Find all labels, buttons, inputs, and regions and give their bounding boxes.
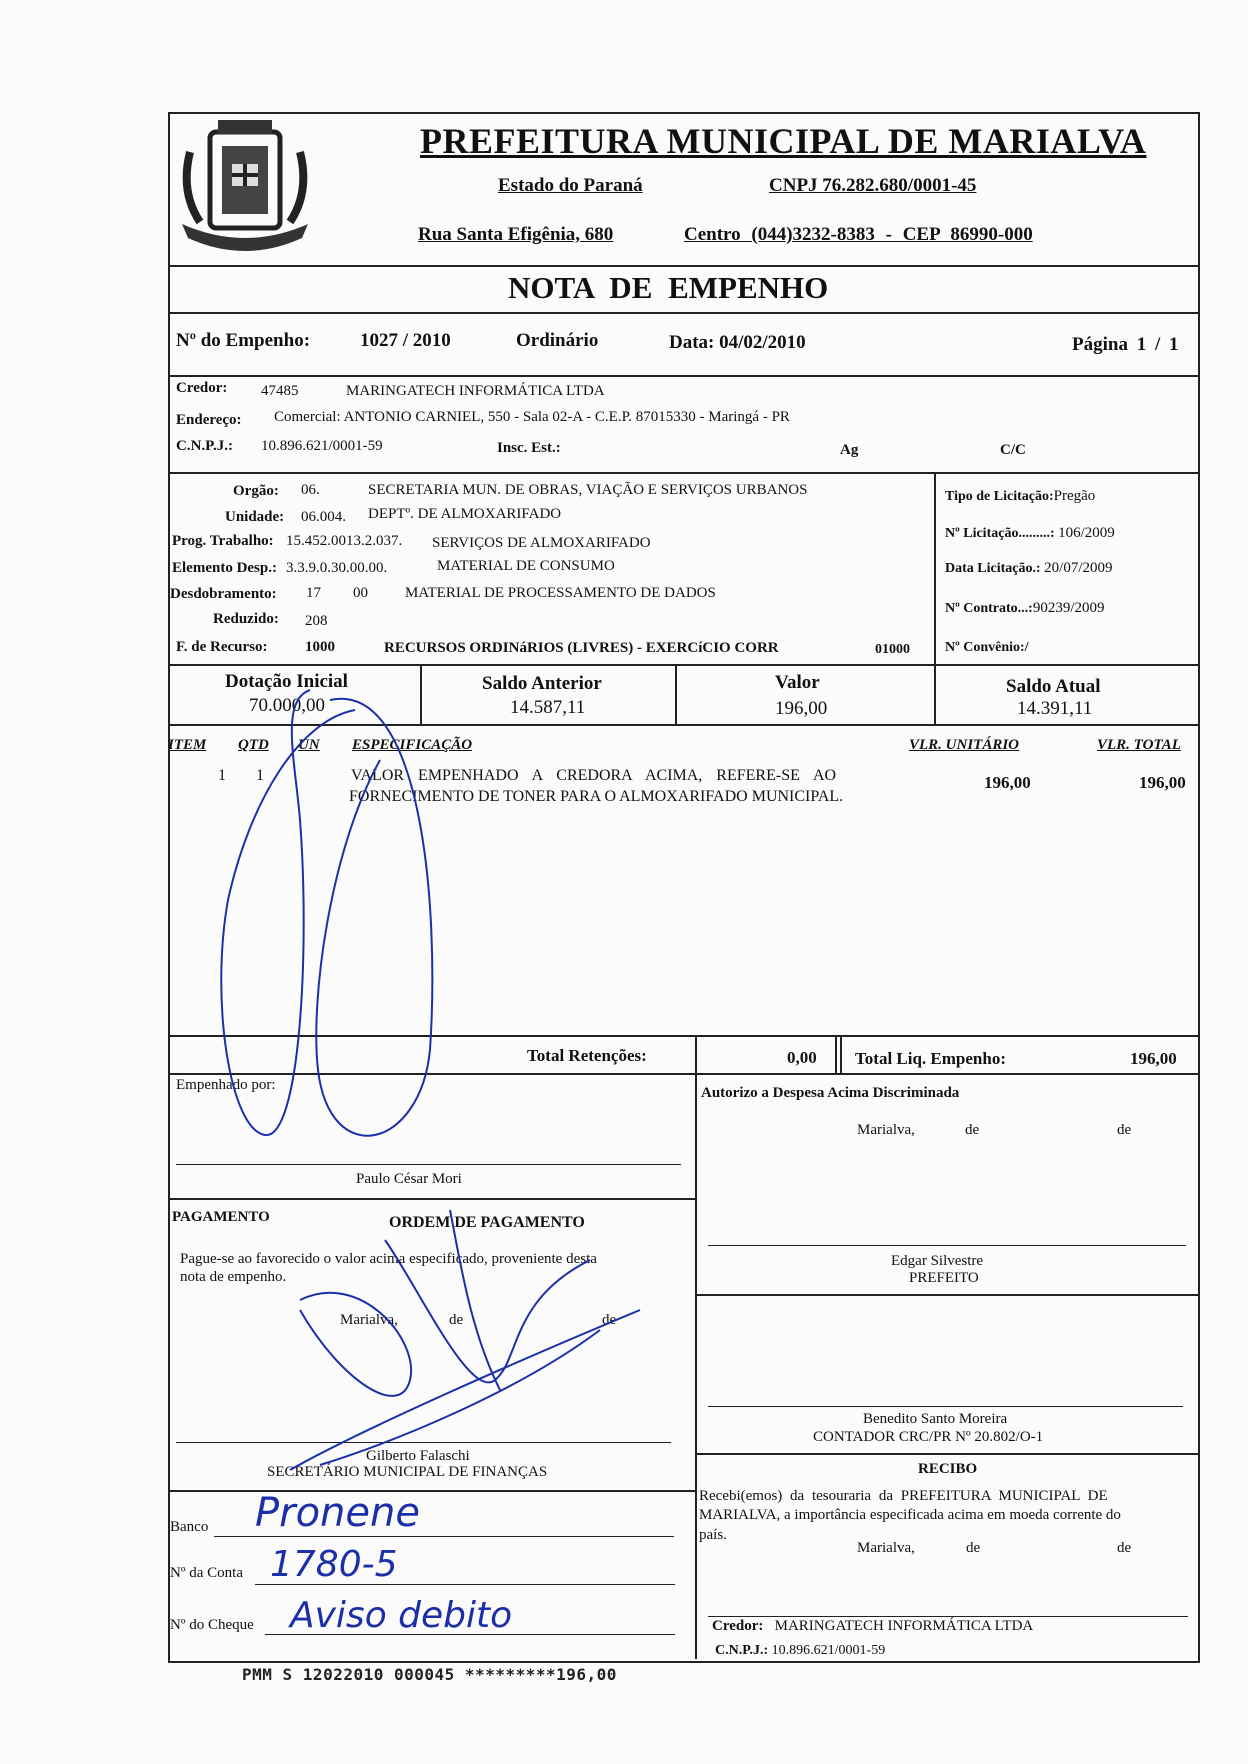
credor-cnpj-label: C.N.P.J.: bbox=[176, 438, 233, 454]
prog-label: Prog. Trabalho: bbox=[172, 533, 274, 549]
item-unit-price: 196,00 bbox=[984, 773, 1031, 792]
tipo-licitacao-label: Tipo de Licitação:Pregão bbox=[945, 488, 1096, 504]
item-description-line1: VALOR EMPENHADO A CREDORA ACIMA, REFERE-SE AO bbox=[351, 767, 837, 784]
col-qtd: QTD bbox=[238, 737, 269, 753]
header-contact: Centro (044)3232-8383 - CEP 86990-000 bbox=[684, 224, 1033, 245]
pagamento-de1: de bbox=[449, 1312, 464, 1328]
orgao-label: Orgão: bbox=[233, 483, 279, 499]
empenho-number-label: Nº do Empenho: bbox=[176, 330, 311, 351]
address-label: Endereço: bbox=[176, 412, 242, 428]
credor-label: Credor: bbox=[176, 380, 228, 396]
recibo-label: RECIBO bbox=[918, 1461, 978, 1477]
unidade-code: 06.004. bbox=[301, 509, 346, 525]
desdobramento-code1: 17 bbox=[306, 585, 321, 601]
empenho-date: Data: 04/02/2010 bbox=[669, 332, 806, 353]
valor-value: 196,00 bbox=[775, 698, 828, 719]
col-un: UN bbox=[298, 737, 320, 753]
credor-cnpj: 10.896.621/0001-59 bbox=[261, 438, 383, 454]
elemento-label: Elemento Desp.: bbox=[172, 560, 277, 576]
banco-label: Banco bbox=[170, 1519, 209, 1535]
reduzido-code: 208 bbox=[305, 613, 328, 629]
header-state: Estado do Paraná bbox=[498, 175, 643, 196]
licitacao-number: 106/2009 bbox=[1058, 525, 1115, 541]
cheque-label: Nº do Cheque bbox=[170, 1617, 254, 1633]
empenhado-name: Paulo César Mori bbox=[356, 1171, 462, 1187]
valor-label: Valor bbox=[775, 672, 820, 693]
pagamento-label: PAGAMENTO bbox=[172, 1209, 270, 1225]
recibo-city: Marialva, bbox=[857, 1540, 915, 1556]
contrato-label: Nº Contrato...:90239/2009 bbox=[945, 600, 1105, 616]
secretario-title: SECRETÁRIO MUNICIPAL DE FINANÇAS bbox=[267, 1464, 548, 1480]
orgao-name: SECRETARIA MUN. DE OBRAS, VIAÇÃO E SERVIÇOS URBANOS bbox=[368, 482, 808, 498]
dotacao-value: 70.000,00 bbox=[249, 695, 325, 716]
desdobramento-label: Desdobramento: bbox=[170, 586, 277, 602]
prefeito-title: PREFEITO bbox=[909, 1270, 979, 1286]
total-liquido-label: Total Liq. Empenho: bbox=[855, 1049, 1006, 1068]
licitacao-date-label: Data Licitação.: 20/07/2009 bbox=[945, 560, 1113, 576]
tipo-licitacao: Pregão bbox=[1053, 488, 1096, 504]
recibo-de2: de bbox=[1117, 1540, 1132, 1556]
col-vlr-unitario: VLR. UNITÁRIO bbox=[909, 737, 1020, 753]
document-title: NOTA DE EMPENHO bbox=[508, 270, 829, 305]
credor-code: 47485 bbox=[261, 383, 299, 399]
credor-name: MARINGATECH INFORMÁTICA LTDA bbox=[346, 383, 605, 399]
retencoes-value: 0,00 bbox=[787, 1048, 817, 1067]
prog-name: SERVIÇOS DE ALMOXARIFADO bbox=[432, 535, 651, 551]
reduzido-label: Reduzido: bbox=[213, 611, 279, 627]
fonte-name: RECURSOS ORDINáRIOS (LIVRES) - EXERCíCIO CORR bbox=[384, 640, 779, 656]
col-especificacao: ESPECIFICAÇÃO bbox=[352, 737, 473, 753]
autorizo-de1: de bbox=[965, 1122, 980, 1138]
orgao-code: 06. bbox=[301, 482, 320, 498]
banco-handwritten: Pronene bbox=[255, 1490, 420, 1536]
header-cnpj: CNPJ 76.282.680/0001-45 bbox=[769, 175, 977, 196]
total-liquido-value: 196,00 bbox=[1130, 1049, 1177, 1068]
item-qtd: 1 bbox=[256, 767, 264, 784]
prefeito-name: Edgar Silvestre bbox=[891, 1253, 984, 1269]
col-vlr-total: VLR. TOTAL bbox=[1097, 737, 1181, 753]
pagamento-city: Marialva, bbox=[340, 1312, 398, 1328]
fonte-suffix: 01000 bbox=[875, 642, 910, 657]
secretario-name: Gilberto Falaschi bbox=[366, 1448, 470, 1464]
address-value: Comercial: ANTONIO CARNIEL, 550 - Sala 02-A - C.E.P. 87015330 - Maringá - PR bbox=[274, 409, 790, 425]
saldo-atual-label: Saldo Atual bbox=[1006, 676, 1101, 697]
pagamento-text-line1: Pague-se ao favorecido o valor acima especificado, proveniente desta bbox=[180, 1251, 597, 1267]
empenhado-label: Empenhado por: bbox=[176, 1077, 276, 1093]
header-title: PREFEITURA MUNICIPAL DE MARIALVA bbox=[420, 121, 1147, 161]
fonte-label: F. de Recurso: bbox=[176, 639, 268, 655]
recibo-credor: Credor: MARINGATECH INFORMÁTICA LTDA bbox=[712, 1618, 1034, 1634]
recibo-text-line3: país. bbox=[699, 1527, 727, 1543]
elemento-code: 3.3.9.0.30.00.00. bbox=[286, 560, 388, 576]
recibo-cnpj-value: 10.896.621/0001-59 bbox=[771, 1643, 886, 1658]
prog-code: 15.452.0013.2.037. bbox=[286, 533, 403, 549]
dotacao-label: Dotação Inicial bbox=[225, 671, 348, 692]
recibo-text-line2: MARIALVA, a importância especificada acima em moeda corrente do bbox=[699, 1507, 1121, 1523]
empenho-number: 1027 / 2010 bbox=[360, 330, 451, 351]
pagamento-text-line2: nota de empenho. bbox=[180, 1269, 287, 1285]
contador-title: CONTADOR CRC/PR Nº 20.802/O-1 bbox=[813, 1429, 1044, 1445]
cash-register-stamp: PMM S 12022010 000045 *********196,00 bbox=[242, 1665, 617, 1684]
ag-label: Ag bbox=[840, 442, 859, 458]
conta-label: Nº da Conta bbox=[170, 1565, 243, 1581]
item-total: 196,00 bbox=[1139, 773, 1186, 792]
recibo-de1: de bbox=[966, 1540, 981, 1556]
autorizo-city: Marialva, bbox=[857, 1122, 915, 1138]
saldo-atual-value: 14.391,11 bbox=[1017, 698, 1093, 719]
convenio-label: Nº Convênio:/ bbox=[945, 640, 1029, 655]
recibo-text-line1: Recebi(emos) da tesouraria da PREFEITURA MUNICIPAL DE bbox=[699, 1488, 1108, 1504]
item-description-line2: FORNECIMENTO DE TONER PARA O ALMOXARIFADO MUNICIPAL. bbox=[349, 788, 844, 805]
saldo-anterior-value: 14.587,11 bbox=[510, 697, 586, 718]
conta-handwritten: 1780-5 bbox=[270, 1544, 398, 1585]
licitacao-date: 20/07/2009 bbox=[1044, 560, 1113, 576]
fonte-code: 1000 bbox=[305, 639, 335, 655]
empenho-type: Ordinário bbox=[516, 330, 599, 351]
contrato-number: 90239/2009 bbox=[1032, 600, 1105, 616]
desdobramento-name: MATERIAL DE PROCESSAMENTO DE DADOS bbox=[405, 585, 716, 601]
licitacao-number-label: Nº Licitação.........: 106/2009 bbox=[945, 525, 1115, 541]
cheque-handwritten: Aviso debito bbox=[290, 1595, 513, 1636]
recibo-credor-name: MARINGATECH INFORMÁTICA LTDA bbox=[774, 1618, 1034, 1634]
retencoes-label: Total Retenções: bbox=[527, 1046, 647, 1065]
unidade-name: DEPTº. DE ALMOXARIFADO bbox=[368, 506, 562, 522]
col-item: ITEM bbox=[168, 737, 207, 753]
page-number: Página 1 / 1 bbox=[1072, 334, 1179, 355]
ordem-pagamento-label: ORDEM DE PAGAMENTO bbox=[389, 1214, 585, 1231]
desdobramento-code2: 00 bbox=[353, 585, 368, 601]
saldo-anterior-label: Saldo Anterior bbox=[482, 673, 602, 694]
elemento-name: MATERIAL DE CONSUMO bbox=[437, 558, 615, 574]
contador-name: Benedito Santo Moreira bbox=[863, 1411, 1008, 1427]
autorizo-de2: de bbox=[1117, 1122, 1132, 1138]
autorizo-label: Autorizo a Despesa Acima Discriminada bbox=[701, 1085, 960, 1101]
unidade-label: Unidade: bbox=[225, 509, 285, 525]
recibo-cnpj: C.N.P.J.: 10.896.621/0001-59 bbox=[715, 1643, 886, 1658]
pagamento-de2: de bbox=[602, 1312, 617, 1328]
item-number: 1 bbox=[218, 767, 226, 784]
cc-label: C/C bbox=[1000, 442, 1026, 458]
header-street: Rua Santa Efigênia, 680 bbox=[418, 224, 614, 245]
insc-est-label: Insc. Est.: bbox=[497, 440, 561, 456]
